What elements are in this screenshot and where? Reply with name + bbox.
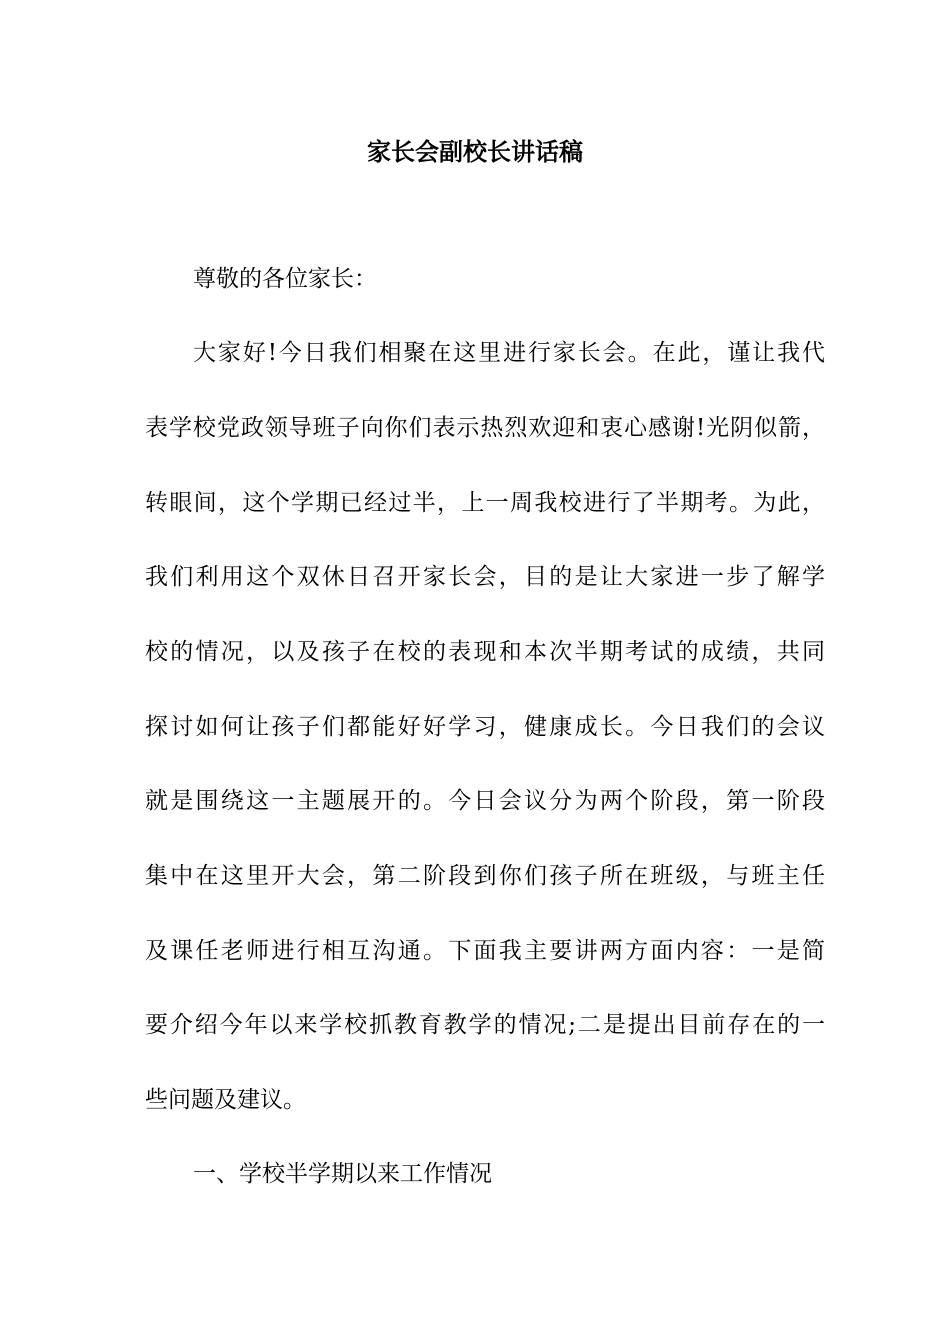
paragraph-line: 校的情况，以及孩子在校的表现和本次半期考试的成绩，共同 xyxy=(145,639,825,665)
paragraph-line: 集中在这里开大会，第二阶段到你们孩子所在班级，与班主任 xyxy=(145,863,825,889)
paragraph-line: 就是围绕这一主题展开的。今日会议分为两个阶段，第一阶段 xyxy=(145,788,825,814)
paragraph-line: 表学校党政领导班子向你们表示热烈欢迎和衷心感谢!光阴似箭， xyxy=(145,415,825,441)
section-heading: 一、学校半学期以来工作情况 xyxy=(193,1161,492,1187)
salutation: 尊敬的各位家长： xyxy=(193,266,377,292)
paragraph-line: 及课任老师进行相互沟通。下面我主要讲两方面内容：一是简 xyxy=(145,938,825,964)
paragraph-line: 要介绍今年以来学校抓教育教学的情况;二是提出目前存在的一 xyxy=(145,1012,825,1038)
paragraph-line: 些问题及建议。 xyxy=(145,1087,306,1113)
paragraph-line: 转眼间，这个学期已经过半，上一周我校进行了半期考。为此， xyxy=(145,490,825,516)
paragraph-line: 我们利用这个双休日召开家长会，目的是让大家进一步了解学 xyxy=(145,564,825,590)
paragraph-line: 探讨如何让孩子们都能好好学习，健康成长。今日我们的会议 xyxy=(145,714,825,740)
document-title: 家长会副校长讲话稿 xyxy=(367,137,583,166)
paragraph-line: 大家好!今日我们相聚在这里进行家长会。在此，谨让我代 xyxy=(193,340,825,366)
